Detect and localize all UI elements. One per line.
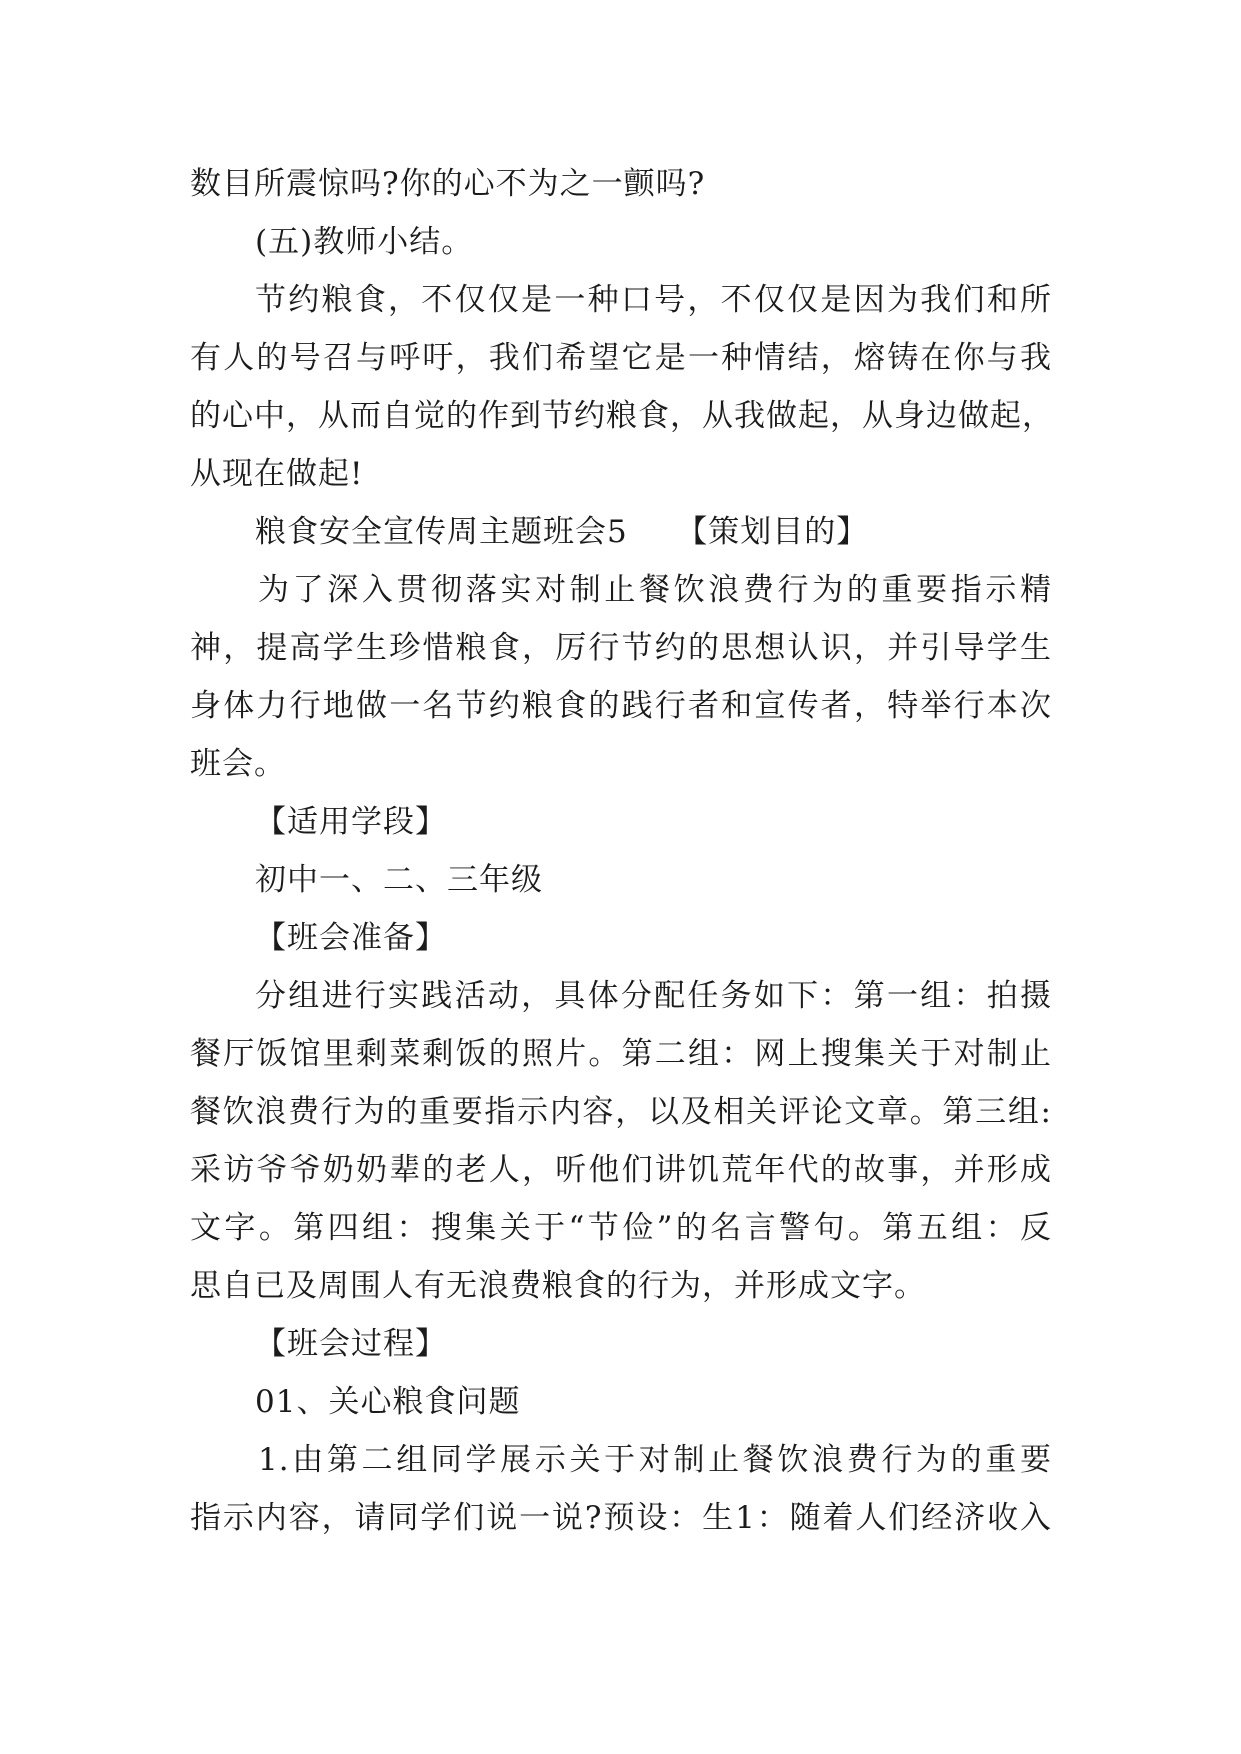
paragraph-line: 思自已及周围人有无浪费粮食的行为，并形成文字。 [190,1268,926,1304]
paragraph-line: 班会。 [190,746,286,782]
section-heading: 【班会准备】 [255,920,447,956]
document-page [190,155,1052,1547]
paragraph-line: 指示内容，请同学们说一说?预设：生1：随着人们经济收入 [190,1500,1052,1536]
section-title: 粮食安全宣传周主题班会5 【策划目的】 [255,514,869,550]
paragraph-line: 有人的号召与呼吁，我们希望它是一种情结，熔铸在你与我 [190,340,1052,376]
paragraph-line: 从现在做起! [190,456,364,492]
paragraph-line: 初中一、二、三年级 [255,862,543,898]
section-heading: 【班会过程】 [255,1326,447,1362]
paragraph-line: 数目所震惊吗?你的心不为之一颤吗? [190,166,706,202]
paragraph-line: 节约粮食，不仅仅是一种口号，不仅仅是因为我们和所 [255,282,1052,318]
paragraph-line: 餐饮浪费行为的重要指示内容，以及相关评论文章。第三组: [190,1094,1052,1130]
paragraph-line: 1.由第二组同学展示关于对制止餐饮浪费行为的重要 [258,1442,1052,1478]
paragraph-line: 的心中，从而自觉的作到节约粮食，从我做起，从身边做起， [190,398,1054,434]
paragraph-line: 餐厅饭馆里剩菜剩饭的照片。第二组：网上搜集关于对制止 [190,1036,1052,1072]
paragraph-line: 分组进行实践活动，具体分配任务如下：第一组：拍摄 [255,978,1052,1014]
paragraph-line: 为了深入贯彻落实对制止餐饮浪费行为的重要指示精 [258,572,1052,608]
section-heading: (五)教师小结。 [255,224,474,260]
section-heading: 【适用学段】 [255,804,447,840]
paragraph-line: 文字。第四组：搜集关于“节俭”的名言警句。第五组：反 [190,1210,1052,1246]
paragraph-line: 身体力行地做一名节约粮食的践行者和宣传者，特举行本次 [190,688,1052,724]
subsection-heading: 01、关心粮食问题 [255,1384,521,1420]
paragraph-line: 神，提高学生珍惜粮食，厉行节约的思想认识，并引导学生 [190,630,1052,666]
paragraph-line: 采访爷爷奶奶辈的老人，听他们讲饥荒年代的故事，并形成 [190,1152,1052,1188]
